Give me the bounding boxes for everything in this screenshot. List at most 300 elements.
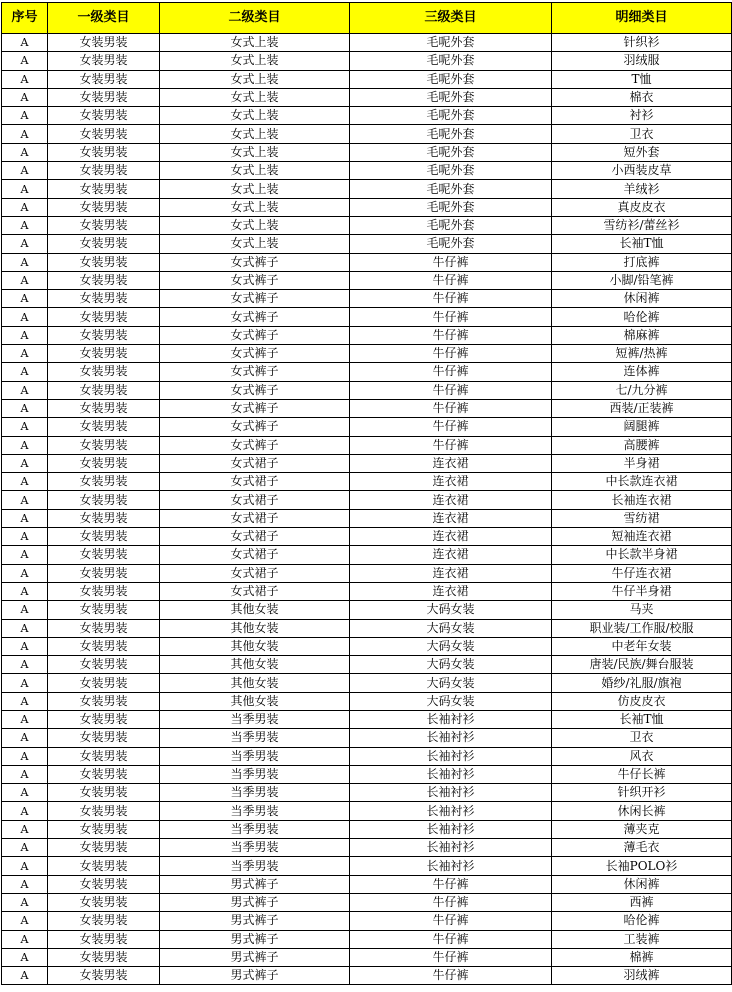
level1-cell: 女装男装 (48, 765, 160, 783)
level3-cell: 毛呢外套 (350, 216, 552, 234)
level2-cell: 当季男装 (160, 857, 350, 875)
level3-cell: 连衣裙 (350, 546, 552, 564)
level3-cell: 牛仔裤 (350, 418, 552, 436)
level2-cell: 当季男装 (160, 747, 350, 765)
level1-cell: 女装男装 (48, 345, 160, 363)
level2-cell: 当季男装 (160, 729, 350, 747)
index-cell: A (2, 528, 48, 546)
table-row (2, 52, 732, 70)
index-cell: A (2, 839, 48, 857)
level1-cell: 女装男装 (48, 326, 160, 344)
level2-cell: 女式裙子 (160, 528, 350, 546)
level2-cell: 其他女装 (160, 601, 350, 619)
detail-cell: 阔腿裤 (552, 418, 732, 436)
table-row (2, 125, 732, 143)
level3-cell: 毛呢外套 (350, 235, 552, 253)
level2-cell: 当季男装 (160, 839, 350, 857)
table-row (2, 674, 732, 692)
table-row (2, 34, 732, 52)
index-cell: A (2, 235, 48, 253)
index-cell: A (2, 454, 48, 472)
level1-cell: 女装男装 (48, 601, 160, 619)
table-row (2, 345, 732, 363)
detail-cell: 真皮皮衣 (552, 198, 732, 216)
level3-cell: 毛呢外套 (350, 180, 552, 198)
table-row (2, 491, 732, 509)
level2-cell: 女式裤子 (160, 326, 350, 344)
detail-cell: 牛仔半身裙 (552, 582, 732, 600)
level2-cell: 女式裤子 (160, 290, 350, 308)
level2-cell: 其他女装 (160, 692, 350, 710)
index-cell: A (2, 546, 48, 564)
level3-cell: 牛仔裤 (350, 290, 552, 308)
level2-cell: 女式上装 (160, 198, 350, 216)
level3-cell: 大码女装 (350, 692, 552, 710)
level1-cell: 女装男装 (48, 802, 160, 820)
detail-cell: 棉麻裤 (552, 326, 732, 344)
index-cell: A (2, 582, 48, 600)
level2-cell: 女式上装 (160, 70, 350, 88)
detail-cell: 中长款连衣裙 (552, 473, 732, 491)
index-cell: A (2, 637, 48, 655)
level2-cell: 男式裤子 (160, 967, 350, 985)
table-row (2, 930, 732, 948)
level2-cell: 女式上装 (160, 180, 350, 198)
level1-cell: 女装男装 (48, 893, 160, 911)
table-row (2, 747, 732, 765)
table-row (2, 546, 732, 564)
level3-cell: 大码女装 (350, 674, 552, 692)
detail-cell: 哈伦裤 (552, 308, 732, 326)
table-row (2, 820, 732, 838)
detail-cell: 婚纱/礼服/旗袍 (552, 674, 732, 692)
level1-cell: 女装男装 (48, 546, 160, 564)
level2-cell: 女式裤子 (160, 253, 350, 271)
detail-cell: 牛仔长裤 (552, 765, 732, 783)
detail-cell: 高腰裤 (552, 436, 732, 454)
level1-cell: 女装男装 (48, 747, 160, 765)
level1-cell: 女装男装 (48, 381, 160, 399)
level2-cell: 其他女装 (160, 656, 350, 674)
level2-cell: 女式裤子 (160, 345, 350, 363)
level1-cell: 女装男装 (48, 948, 160, 966)
level2-cell: 女式裙子 (160, 473, 350, 491)
level1-cell: 女装男装 (48, 674, 160, 692)
table-row (2, 710, 732, 728)
level1-cell: 女装男装 (48, 912, 160, 930)
table-row (2, 564, 732, 582)
index-cell: A (2, 875, 48, 893)
detail-cell: 西裤 (552, 893, 732, 911)
level3-cell: 长袖衬衫 (350, 839, 552, 857)
level1-cell: 女装男装 (48, 107, 160, 125)
level2-cell: 当季男装 (160, 765, 350, 783)
table-row (2, 363, 732, 381)
detail-cell: 半身裙 (552, 454, 732, 472)
level3-cell: 连衣裙 (350, 509, 552, 527)
level3-cell: 牛仔裤 (350, 893, 552, 911)
table-row (2, 509, 732, 527)
detail-cell: 中长款半身裙 (552, 546, 732, 564)
index-cell: A (2, 893, 48, 911)
level1-cell: 女装男装 (48, 125, 160, 143)
level2-cell: 男式裤子 (160, 912, 350, 930)
table-row (2, 436, 732, 454)
table-row (2, 70, 732, 88)
index-cell: A (2, 216, 48, 234)
table-row (2, 765, 732, 783)
table-row (2, 893, 732, 911)
detail-cell: 衬衫 (552, 107, 732, 125)
detail-cell: 休闲裤 (552, 875, 732, 893)
level2-cell: 当季男装 (160, 710, 350, 728)
level1-cell: 女装男装 (48, 70, 160, 88)
table-row (2, 162, 732, 180)
index-cell: A (2, 857, 48, 875)
table-row (2, 143, 732, 161)
level3-cell: 毛呢外套 (350, 107, 552, 125)
level2-cell: 当季男装 (160, 820, 350, 838)
table-row (2, 528, 732, 546)
level3-cell: 牛仔裤 (350, 253, 552, 271)
table-row (2, 912, 732, 930)
level3-cell: 牛仔裤 (350, 381, 552, 399)
table-row (2, 399, 732, 417)
level3-cell: 大码女装 (350, 637, 552, 655)
level3-cell: 连衣裙 (350, 473, 552, 491)
level3-cell: 牛仔裤 (350, 436, 552, 454)
table-row (2, 637, 732, 655)
level2-cell: 女式上装 (160, 88, 350, 106)
detail-cell: 风衣 (552, 747, 732, 765)
level1-cell: 女装男装 (48, 619, 160, 637)
detail-cell: 长袖连衣裙 (552, 491, 732, 509)
detail-cell: 哈伦裤 (552, 912, 732, 930)
header-detail: 明细类目 (552, 3, 732, 34)
index-cell: A (2, 765, 48, 783)
detail-cell: 中老年女装 (552, 637, 732, 655)
index-cell: A (2, 930, 48, 948)
level3-cell: 牛仔裤 (350, 967, 552, 985)
header-level3: 三级类目 (350, 3, 552, 34)
detail-cell: 西装/正装裤 (552, 399, 732, 417)
header-row (2, 3, 732, 34)
level1-cell: 女装男装 (48, 399, 160, 417)
level3-cell: 大码女装 (350, 601, 552, 619)
index-cell: A (2, 729, 48, 747)
level3-cell: 毛呢外套 (350, 162, 552, 180)
table-row (2, 656, 732, 674)
detail-cell: 仿皮皮衣 (552, 692, 732, 710)
detail-cell: 羊绒衫 (552, 180, 732, 198)
table-row (2, 857, 732, 875)
level1-cell: 女装男装 (48, 839, 160, 857)
level2-cell: 当季男装 (160, 802, 350, 820)
level3-cell: 毛呢外套 (350, 34, 552, 52)
level1-cell: 女装男装 (48, 216, 160, 234)
level3-cell: 牛仔裤 (350, 363, 552, 381)
index-cell: A (2, 967, 48, 985)
level1-cell: 女装男装 (48, 491, 160, 509)
index-cell: A (2, 381, 48, 399)
index-cell: A (2, 180, 48, 198)
level2-cell: 女式裙子 (160, 546, 350, 564)
level3-cell: 连衣裙 (350, 528, 552, 546)
detail-cell: 薄夹克 (552, 820, 732, 838)
detail-cell: 卫衣 (552, 729, 732, 747)
index-cell: A (2, 198, 48, 216)
detail-cell: 小脚/铅笔裤 (552, 271, 732, 289)
level1-cell: 女装男装 (48, 34, 160, 52)
category-table (1, 2, 732, 985)
level3-cell: 长袖衬衫 (350, 710, 552, 728)
level3-cell: 牛仔裤 (350, 399, 552, 417)
index-cell: A (2, 491, 48, 509)
level2-cell: 其他女装 (160, 619, 350, 637)
level1-cell: 女装男装 (48, 473, 160, 491)
level3-cell: 连衣裙 (350, 564, 552, 582)
detail-cell: 马夹 (552, 601, 732, 619)
level1-cell: 女装男装 (48, 528, 160, 546)
level2-cell: 男式裤子 (160, 948, 350, 966)
level2-cell: 女式上装 (160, 162, 350, 180)
level2-cell: 女式上装 (160, 34, 350, 52)
level1-cell: 女装男装 (48, 253, 160, 271)
level1-cell: 女装男装 (48, 692, 160, 710)
level3-cell: 长袖衬衫 (350, 747, 552, 765)
level2-cell: 女式上装 (160, 235, 350, 253)
level3-cell: 牛仔裤 (350, 326, 552, 344)
detail-cell: 针织衫 (552, 34, 732, 52)
level2-cell: 女式裙子 (160, 582, 350, 600)
detail-cell: 卫衣 (552, 125, 732, 143)
level3-cell: 毛呢外套 (350, 143, 552, 161)
index-cell: A (2, 418, 48, 436)
level3-cell: 牛仔裤 (350, 948, 552, 966)
level3-cell: 牛仔裤 (350, 930, 552, 948)
level1-cell: 女装男装 (48, 930, 160, 948)
index-cell: A (2, 271, 48, 289)
level3-cell: 长袖衬衫 (350, 802, 552, 820)
table-row (2, 802, 732, 820)
detail-cell: 小西装皮草 (552, 162, 732, 180)
index-cell: A (2, 473, 48, 491)
index-cell: A (2, 70, 48, 88)
table-row (2, 308, 732, 326)
detail-cell: 唐装/民族/舞台服装 (552, 656, 732, 674)
level2-cell: 男式裤子 (160, 893, 350, 911)
table-row (2, 729, 732, 747)
index-cell: A (2, 345, 48, 363)
table-row (2, 418, 732, 436)
table-row (2, 967, 732, 985)
table-row (2, 180, 732, 198)
level3-cell: 毛呢外套 (350, 88, 552, 106)
detail-cell: 工装裤 (552, 930, 732, 948)
index-cell: A (2, 34, 48, 52)
level2-cell: 女式裙子 (160, 454, 350, 472)
index-cell: A (2, 674, 48, 692)
level3-cell: 大码女装 (350, 656, 552, 674)
header-level2: 二级类目 (160, 3, 350, 34)
detail-cell: 牛仔连衣裙 (552, 564, 732, 582)
table-row (2, 107, 732, 125)
index-cell: A (2, 143, 48, 161)
level1-cell: 女装男装 (48, 271, 160, 289)
level3-cell: 连衣裙 (350, 582, 552, 600)
index-cell: A (2, 290, 48, 308)
table-row (2, 784, 732, 802)
detail-cell: 短裤/热裤 (552, 345, 732, 363)
level1-cell: 女装男装 (48, 180, 160, 198)
level3-cell: 牛仔裤 (350, 345, 552, 363)
level2-cell: 女式裤子 (160, 363, 350, 381)
level2-cell: 女式上装 (160, 143, 350, 161)
level2-cell: 女式裤子 (160, 271, 350, 289)
table-row (2, 88, 732, 106)
level3-cell: 牛仔裤 (350, 271, 552, 289)
level1-cell: 女装男装 (48, 162, 160, 180)
level1-cell: 女装男装 (48, 235, 160, 253)
level2-cell: 其他女装 (160, 674, 350, 692)
table-row (2, 381, 732, 399)
index-cell: A (2, 747, 48, 765)
table-row (2, 619, 732, 637)
detail-cell: 短外套 (552, 143, 732, 161)
index-cell: A (2, 820, 48, 838)
index-cell: A (2, 948, 48, 966)
level2-cell: 女式上装 (160, 107, 350, 125)
table-row (2, 948, 732, 966)
detail-cell: 羽绒服 (552, 52, 732, 70)
level1-cell: 女装男装 (48, 582, 160, 600)
index-cell: A (2, 363, 48, 381)
level1-cell: 女装男装 (48, 820, 160, 838)
level3-cell: 毛呢外套 (350, 70, 552, 88)
index-cell: A (2, 399, 48, 417)
detail-cell: 职业装/工作服/校服 (552, 619, 732, 637)
index-cell: A (2, 52, 48, 70)
table-row (2, 326, 732, 344)
level1-cell: 女装男装 (48, 509, 160, 527)
level1-cell: 女装男装 (48, 198, 160, 216)
level2-cell: 女式裙子 (160, 509, 350, 527)
detail-cell: 长袖POLO衫 (552, 857, 732, 875)
level1-cell: 女装男装 (48, 564, 160, 582)
level1-cell: 女装男装 (48, 308, 160, 326)
level3-cell: 毛呢外套 (350, 52, 552, 70)
level3-cell: 长袖衬衫 (350, 765, 552, 783)
detail-cell: T恤 (552, 70, 732, 88)
level2-cell: 女式上装 (160, 125, 350, 143)
level3-cell: 长袖衬衫 (350, 857, 552, 875)
index-cell: A (2, 656, 48, 674)
level2-cell: 男式裤子 (160, 875, 350, 893)
table-row (2, 198, 732, 216)
table-row (2, 875, 732, 893)
index-cell: A (2, 784, 48, 802)
index-cell: A (2, 107, 48, 125)
level1-cell: 女装男装 (48, 656, 160, 674)
table-row (2, 473, 732, 491)
level3-cell: 长袖衬衫 (350, 729, 552, 747)
detail-cell: 休闲长裤 (552, 802, 732, 820)
index-cell: A (2, 601, 48, 619)
level1-cell: 女装男装 (48, 418, 160, 436)
level2-cell: 女式裤子 (160, 399, 350, 417)
level2-cell: 女式裤子 (160, 436, 350, 454)
detail-cell: 打底裤 (552, 253, 732, 271)
level3-cell: 连衣裙 (350, 454, 552, 472)
detail-cell: 薄毛衣 (552, 839, 732, 857)
index-cell: A (2, 436, 48, 454)
index-cell: A (2, 802, 48, 820)
level1-cell: 女装男装 (48, 143, 160, 161)
index-cell: A (2, 162, 48, 180)
level3-cell: 连衣裙 (350, 491, 552, 509)
level2-cell: 女式裤子 (160, 418, 350, 436)
level1-cell: 女装男装 (48, 784, 160, 802)
detail-cell: 长袖T恤 (552, 710, 732, 728)
index-cell: A (2, 509, 48, 527)
table-row (2, 454, 732, 472)
level2-cell: 女式裤子 (160, 381, 350, 399)
table-row (2, 271, 732, 289)
table-row (2, 601, 732, 619)
detail-cell: 连体裤 (552, 363, 732, 381)
detail-cell: 长袖T恤 (552, 235, 732, 253)
level1-cell: 女装男装 (48, 710, 160, 728)
table-row (2, 290, 732, 308)
table-row (2, 692, 732, 710)
level1-cell: 女装男装 (48, 290, 160, 308)
detail-cell: 棉裤 (552, 948, 732, 966)
level1-cell: 女装男装 (48, 857, 160, 875)
index-cell: A (2, 564, 48, 582)
table-row (2, 839, 732, 857)
level3-cell: 长袖衬衫 (350, 820, 552, 838)
level3-cell: 牛仔裤 (350, 912, 552, 930)
level2-cell: 女式裙子 (160, 564, 350, 582)
index-cell: A (2, 88, 48, 106)
table-row (2, 235, 732, 253)
index-cell: A (2, 125, 48, 143)
detail-cell: 羽绒裤 (552, 967, 732, 985)
level3-cell: 毛呢外套 (350, 125, 552, 143)
level2-cell: 女式裤子 (160, 308, 350, 326)
index-cell: A (2, 692, 48, 710)
detail-cell: 七/九分裤 (552, 381, 732, 399)
table-row (2, 253, 732, 271)
level1-cell: 女装男装 (48, 729, 160, 747)
level1-cell: 女装男装 (48, 52, 160, 70)
level2-cell: 当季男装 (160, 784, 350, 802)
detail-cell: 棉衣 (552, 88, 732, 106)
level2-cell: 其他女装 (160, 637, 350, 655)
level3-cell: 牛仔裤 (350, 308, 552, 326)
index-cell: A (2, 326, 48, 344)
header-level1: 一级类目 (48, 3, 160, 34)
index-cell: A (2, 710, 48, 728)
detail-cell: 短袖连衣裙 (552, 528, 732, 546)
header-index: 序号 (2, 3, 48, 34)
level1-cell: 女装男装 (48, 967, 160, 985)
table-row (2, 216, 732, 234)
index-cell: A (2, 912, 48, 930)
index-cell: A (2, 253, 48, 271)
detail-cell: 休闲裤 (552, 290, 732, 308)
level1-cell: 女装男装 (48, 88, 160, 106)
